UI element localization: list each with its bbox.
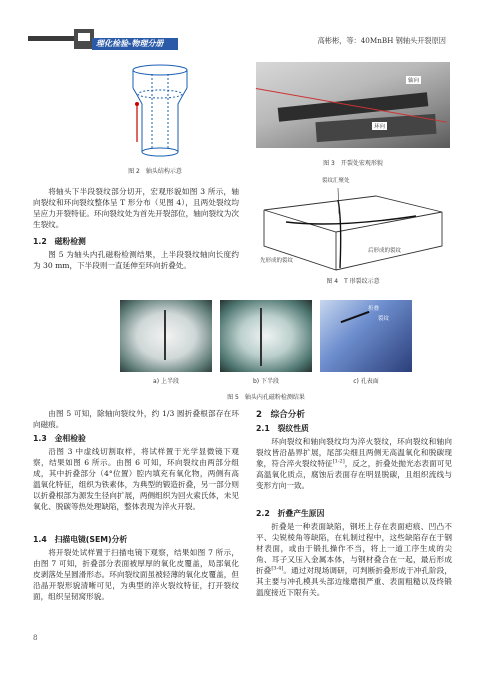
fig5a-label: a) 上半段 [153, 378, 179, 385]
photo-lower [220, 300, 312, 372]
page-number: 8 [33, 634, 38, 642]
crack-photo [256, 62, 450, 148]
heading-1-4: 1.4 扫描电镜(SEM)分析 [33, 535, 128, 544]
label-axial: 轴向 [408, 78, 420, 84]
label-ring: 环向 [374, 124, 386, 130]
fig5c-label: c) 孔表面 [353, 378, 379, 385]
label-later-crack: 后形成的裂纹 [368, 248, 402, 254]
fig5b-label: b) 下半段 [252, 378, 280, 385]
heading-1-2: 1.2 磁粉检测 [33, 237, 86, 246]
figure-4-caption: 图 4 T 形裂纹示意 [326, 278, 380, 285]
photo-hole-surface [320, 300, 412, 372]
paragraph-7-text: 折叠是一种表面缺陷，钢坯上存在表面疤痕、凹凸不平、尖锐棱角等缺陷，在轧制过程中，这些缺陷存在于钢材表面，或由于锻扎操作不当，将上一道工序生成的尖角、耳子又压入金属本体，与钢材叠合在一起，最后形成折叠 [256, 522, 452, 575]
paragraph-6 [256, 436, 452, 491]
journal-logo [28, 26, 178, 52]
heading-2-2: 2.2 折叠产生原因 [256, 509, 325, 518]
citation-2: [3-4] [271, 565, 284, 572]
journal-name: 理化检验-物理分册 [96, 39, 164, 48]
inset-crack-label: 裂纹 [378, 316, 390, 322]
label-converge: 裂纹汇聚处 [322, 178, 350, 184]
shaft-diagram [80, 62, 230, 174]
paragraph-2: 图 5 为轴头内孔磁粉检测结果，上半段裂纹轴向长度约为 30 mm，下半段则一直延伸至环向折叠处。 [33, 250, 239, 270]
paragraph-6-text-cont: ，反之，折叠处抛光态表面可见高温氧化质点，腐蚀后表面存在明显脱碳，且组织流线与变形方向一致。 [256, 459, 452, 490]
figure-2 [80, 62, 230, 174]
heading-2-1: 2.1 裂纹性质 [256, 424, 309, 433]
heading-1-3: 1.3 金相检验 [33, 434, 86, 443]
heading-2: 2 综合分析 [256, 410, 305, 420]
figure-5 [120, 300, 420, 410]
figure-5-caption: 图 5 轴头内孔磁粉检测结果 [227, 394, 305, 401]
inset-fold-label: 折叠 [368, 306, 380, 312]
citation-1: [1-2] [332, 458, 345, 465]
figure-3 [256, 62, 450, 172]
figure-2-caption: 图 2 轴头结构示意 [128, 168, 182, 175]
figure-3-caption: 图 3 开裂处宏观形貌 [323, 160, 383, 167]
paragraph-7-text-cont: 。通过对现场调研，可判断折叠形成于冲孔阶段，其主要与冲孔模具头部边缘磨损严重、表面粗糙以及终锻温度接近下限有关。 [256, 566, 453, 597]
paragraph-3: 由图 5 可知，除轴向裂纹外，约 1/3 圆折叠根部存在环向磁痕。 [33, 409, 239, 429]
figure-4 [256, 176, 450, 286]
paragraph-7 [256, 521, 452, 598]
label-first-crack: 先形成的裂纹 [260, 258, 294, 264]
photo-upper [120, 300, 212, 372]
paragraph-6-text: 环向裂纹和轴向裂纹均为淬火裂纹，环向裂纹和轴向裂纹皆沿晶界扩展，尾部尖细且两侧无高温氧化和脱碳现象，符合淬火裂纹特征 [256, 437, 452, 468]
paragraph-4: 沿图 3 中虚线切割取样，将试样置于光学显微镜下观察，结果如图 6 所示。由图 6 可知，环向裂纹由两部分组成，其中折叠部分（4°位置）腔内填充有氧化物，两侧有高温氧化特征，组织为铁素体，为典型的锻造折叠，另一部分则以折叠根部为源发生径向扩展，两侧组织为回火索氏体，未见氧化、脱碳等热处理缺陷，整体表现为淬火开裂。 [33, 447, 239, 511]
running-title: 高彬彬，等：40MnBH 钢轴头开裂原因 [317, 36, 446, 45]
paragraph-1: 将轴头下半段裂纹部分切开，宏观形貌如图 3 所示，轴向裂纹和环向裂纹整体呈 T 形分布（见图 4），且两处裂纹均呈应力开裂特征。环向裂纹处为首先开裂部位，轴向裂纹为次生裂纹。 [33, 187, 239, 229]
paragraph-5: 将开裂处试样置于扫描电镜下观察，结果如图 7 所示，由图 7 可知，折叠部分表面被厚厚的氧化皮覆盖，局部氧化皮剥落处呈圆滑形态。环向裂纹面虽被轻薄的氧化皮覆盖，但沿晶开裂形貌清晰可见，为典型的淬火裂纹特征，打开裂纹面，组织呈韧窝形貌。 [33, 548, 239, 601]
